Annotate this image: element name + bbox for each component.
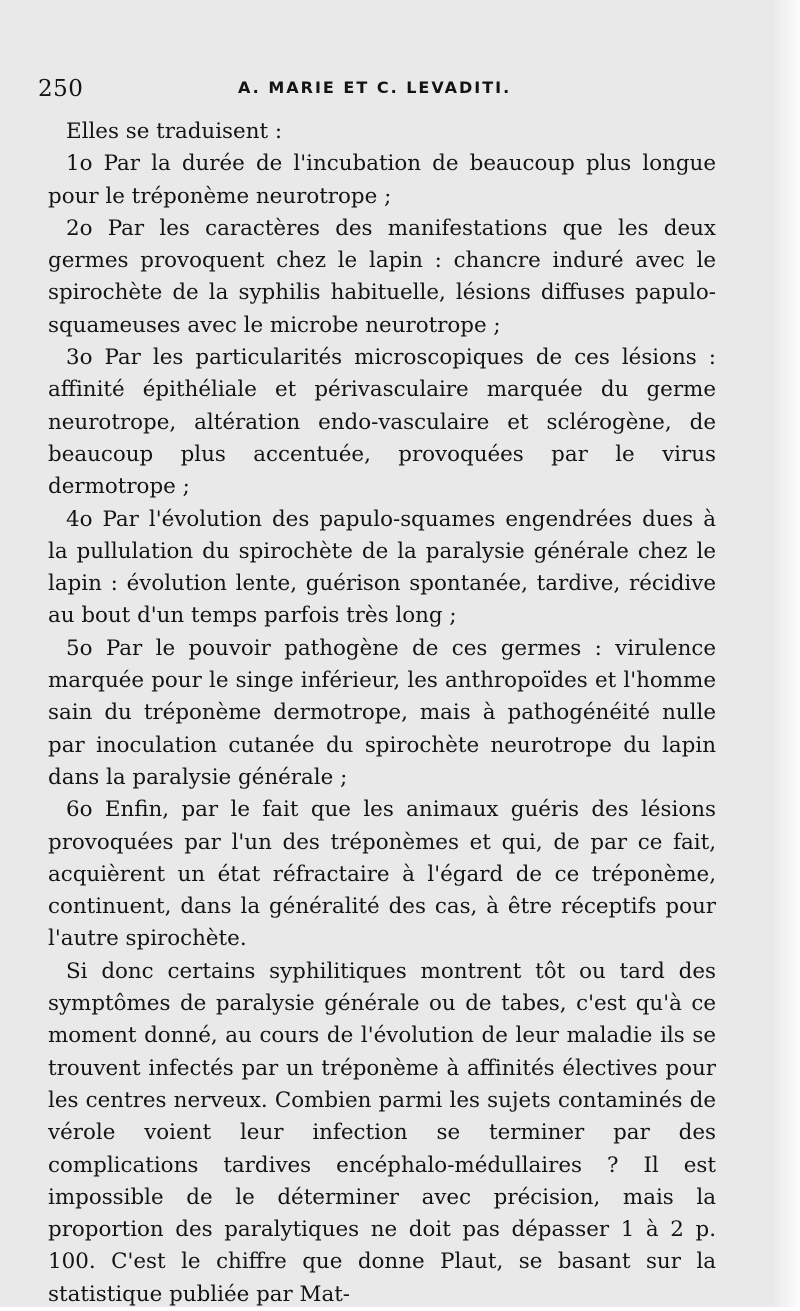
paragraph-item-4: 4o Par l'évolution des papulo-squames engendrées dues à la pullulation du spirochète de la paralysie générale chez le lapin : évolution lente, guérison spontanée, tardive, récidive au bout d'un temps parfois très long ; (48, 506, 716, 629)
page-number: 250 (38, 76, 84, 102)
paragraph-intro: Elles se traduisent : (66, 119, 283, 144)
text-body (48, 116, 716, 1311)
paragraph-item-2: 2o Par les caractères des manifestations que les deux germes provoquent chez le lapin : chancre induré avec le spirochète de la syphilis habituelle, lésions diffuses papulo-squameuses avec le microbe neurotrope ; (48, 215, 716, 338)
running-title: A. MARIE ET C. LEVADITI. (238, 78, 512, 97)
paragraph-item-6: 6o Enfin, par le fait que les animaux guéris des lésions provoquées par l'un des tréponèmes et qui, de par ce fait, acquièrent un état réfractaire à l'égard de ce tréponème, continuent, dans la généralité des cas, à être réceptifs pour l'autre spirochète. (48, 797, 716, 952)
paragraph-item-5: 5o Par le pouvoir pathogène de ces germes : virulence marquée pour le singe inférieur, les anthropoïdes et l'homme sain du tréponème dermotrope, mais à pathogénéité nulle par inoculation cutanée du spirochète neurotrope du lapin dans la paralysie générale ; (48, 635, 716, 790)
running-head (38, 72, 758, 106)
paragraph-conclusion: Si donc certains syphilitiques montrent tôt ou tard des symptômes de paralysie générale ou de tabes, c'est qu'à ce moment donné, au cours de l'évolution de leur maladie ils se trouvent infectés par un tréponème à affinités électives pour les centres nerveux. Combien parmi les sujets contaminés de vérole voient leur infection se terminer par des complications tardives encéphalo-médullaires ? Il est impossible de le déterminer avec précision, mais la proportion des paralytiques ne doit pas dépasser 1 à 2 p. 100. C'est le chiffre que donne Plaut, se basant sur la statistique publiée par Mat- (48, 958, 716, 1307)
paragraph-item-3: 3o Par les particularités microscopiques de ces lésions : affinité épithéliale et périvasculaire marquée du germe neurotrope, altération endo-vasculaire et sclérogène, de beaucoup plus accentuée, provoquées par le virus dermotrope ; (48, 345, 716, 500)
paragraph-item-1: 1o Par la durée de l'incubation de beaucoup plus longue pour le tréponème neurotrope ; (48, 151, 716, 209)
